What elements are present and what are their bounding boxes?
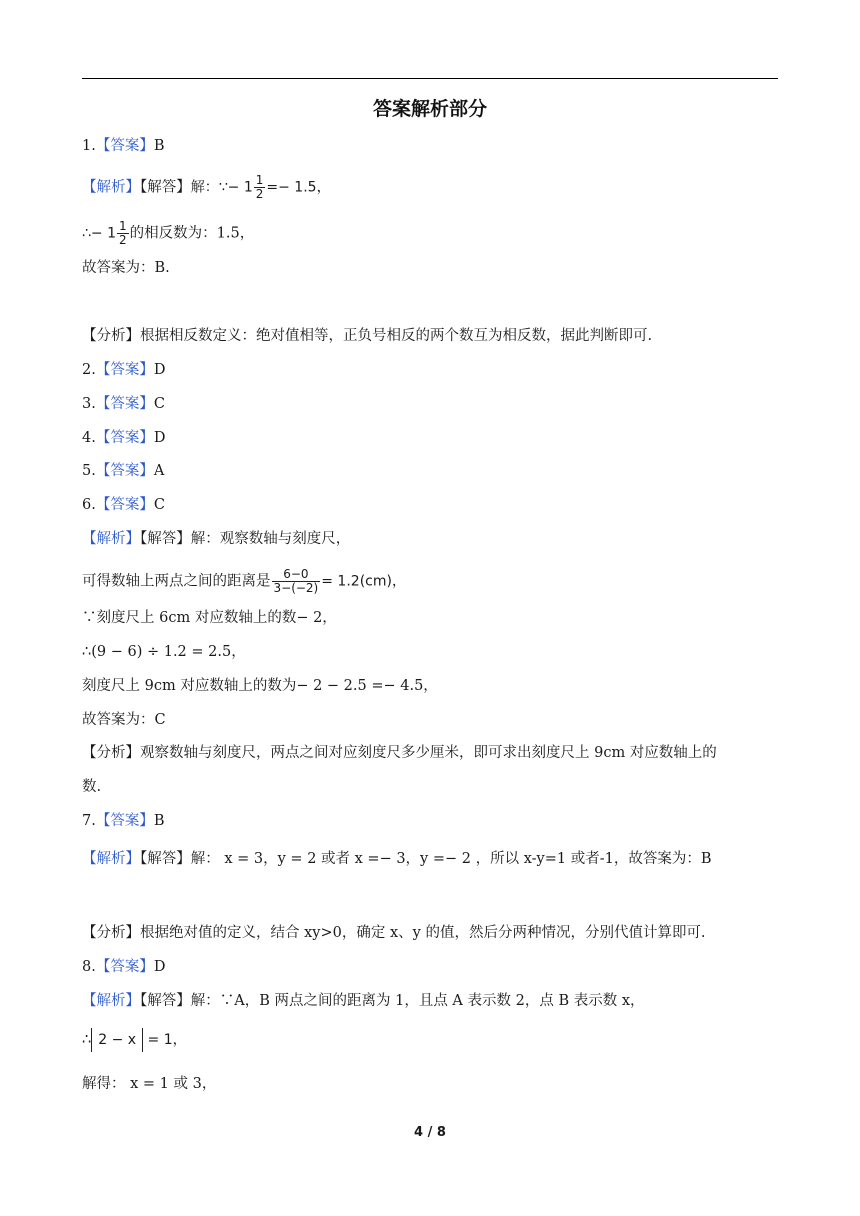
answer-tag: 【答案】: [95, 959, 154, 975]
q7-comment-line: [82, 923, 706, 943]
q1-frac-den: 2: [255, 187, 264, 201]
comment-tag: 【分析】: [82, 745, 140, 761]
q3-answer-line: [82, 394, 165, 414]
q5-answer-line: [82, 461, 164, 481]
q1-l2-suffix: 的相反数为：1.5，: [129, 225, 255, 242]
q6-solution-line-3: ∵刻度尺上 6cm 对应数轴上的数− 2，: [82, 610, 337, 626]
q6-l1: 解：观察数轴与刻度尺，: [190, 531, 351, 547]
q6-answer-line: [82, 495, 165, 515]
q8-solution-line-1: [82, 991, 645, 1011]
q5-number: 5.: [82, 463, 96, 479]
comment-tag: 【分析】: [82, 925, 140, 941]
solution-tag: 【解答】: [140, 531, 191, 547]
q6-comment-line-2: 数.: [82, 779, 102, 795]
q8-solution-line-3: 解得： x = 1 或 3，: [82, 1076, 217, 1092]
q1-fraction: [254, 174, 266, 201]
q1-frac2-den: 2: [119, 233, 127, 247]
answer-tag: 【答案】: [95, 430, 154, 446]
q6-comment-line-1: [82, 743, 717, 763]
analysis-tag: 【解析】: [82, 179, 140, 196]
q6-solution-line-6: 故答案为：C: [82, 712, 166, 728]
q4-number: 4.: [82, 430, 96, 446]
q7-solution: 解： x = 3，y = 2 或者 x =− 3，y =− 2 ，所以 x-y=1 或者-1，故答案为：B: [190, 851, 712, 867]
q2-answer: D: [153, 362, 166, 378]
q1-l1-prefix: 解：∵− 1: [190, 179, 253, 196]
analysis-tag: 【解析】: [82, 993, 140, 1009]
answer-tag: 【答案】: [95, 813, 154, 829]
q7-answer-line: [82, 811, 165, 831]
analysis-tag: 【解析】: [82, 531, 140, 547]
q7-answer: B: [153, 813, 165, 829]
header-rule: [82, 78, 778, 79]
q6-solution-line-4: ∴(9 − 6) ÷ 1.2 = 2.5，: [82, 644, 246, 660]
q1-solution-line-2: [82, 220, 254, 247]
q6-l2-prefix: 可得数轴上两点之间的距离是: [82, 573, 271, 590]
q1-solution-line-3: 故答案为：B.: [82, 260, 170, 276]
page-number: 4 / 8: [414, 1125, 446, 1140]
q1-solution-line-1: [82, 174, 331, 201]
q6-frac-num: 6−0: [272, 568, 321, 582]
q8-l2-suffix: = 1，: [143, 1032, 187, 1048]
q8-number: 8.: [82, 959, 96, 975]
page-title: 答案解析部分: [372, 98, 487, 120]
q1-fraction-2: [117, 220, 129, 247]
comment-tag: 【分析】: [82, 328, 140, 344]
q1-number: 1.: [82, 138, 96, 154]
q1-answer: B: [153, 138, 165, 154]
q4-answer: D: [153, 430, 166, 446]
q8-absolute-value: 2 − x: [91, 1028, 143, 1052]
q7-solution-line: [82, 849, 711, 869]
q3-answer: C: [153, 396, 165, 412]
q6-l2-suffix: = 1.2(cm)，: [321, 573, 406, 590]
q6-solution-line-5: 刻度尺上 9cm 对应数轴上的数为− 2 − 2.5 =− 4.5，: [82, 678, 438, 694]
q8-answer: D: [153, 959, 166, 975]
q6-frac-den: 3−(−2): [273, 581, 319, 595]
q1-frac2-num: 1: [119, 219, 127, 233]
q7-number: 7.: [82, 813, 96, 829]
q6-fraction: [272, 568, 321, 595]
answer-tag: 【答案】: [95, 138, 154, 154]
q8-l1: 解：∵A，B 两点之间的距离为 1，且点 A 表示数 2，点 B 表示数 x，: [190, 993, 645, 1009]
q2-answer-line: [82, 360, 165, 380]
q6-number: 6.: [82, 497, 96, 513]
q8-l2-prefix: ∴: [82, 1032, 92, 1048]
q6-solution-line-2: [82, 568, 406, 595]
q1-comment: 根据相反数定义：绝对值相等，正负号相反的两个数互为相反数，据此判断即可.: [140, 328, 653, 344]
q1-l2-prefix: ∴− 1: [82, 225, 116, 242]
analysis-tag: 【解析】: [82, 851, 140, 867]
q6-comment-1: 观察数轴与刻度尺，两点之间对应刻度尺多少厘米，即可求出刻度尺上 9cm 对应数轴上的: [140, 745, 717, 761]
solution-tag: 【解答】: [140, 993, 191, 1009]
q8-solution-line-2: [82, 1028, 187, 1052]
answer-tag: 【答案】: [95, 497, 154, 513]
q8-answer-line: [82, 957, 165, 977]
answer-tag: 【答案】: [95, 362, 154, 378]
q1-frac-num: 1: [255, 173, 264, 187]
q1-comment-line: [82, 326, 652, 346]
q7-comment: 根据绝对值的定义，结合 xy>0，确定 x、y 的值，然后分两种情况，分别代值计算即可.: [140, 925, 706, 941]
q1-l1-suffix: =− 1.5，: [266, 179, 331, 196]
answer-tag: 【答案】: [95, 396, 154, 412]
q4-answer-line: [82, 428, 165, 448]
q2-number: 2.: [82, 362, 96, 378]
solution-tag: 【解答】: [140, 179, 191, 196]
solution-tag: 【解答】: [140, 851, 191, 867]
q5-answer: A: [153, 463, 165, 479]
q3-number: 3.: [82, 396, 96, 412]
q6-answer: C: [153, 497, 165, 513]
q1-answer-line: [82, 136, 165, 156]
answer-tag: 【答案】: [95, 463, 154, 479]
q6-solution-line-1: [82, 529, 350, 549]
